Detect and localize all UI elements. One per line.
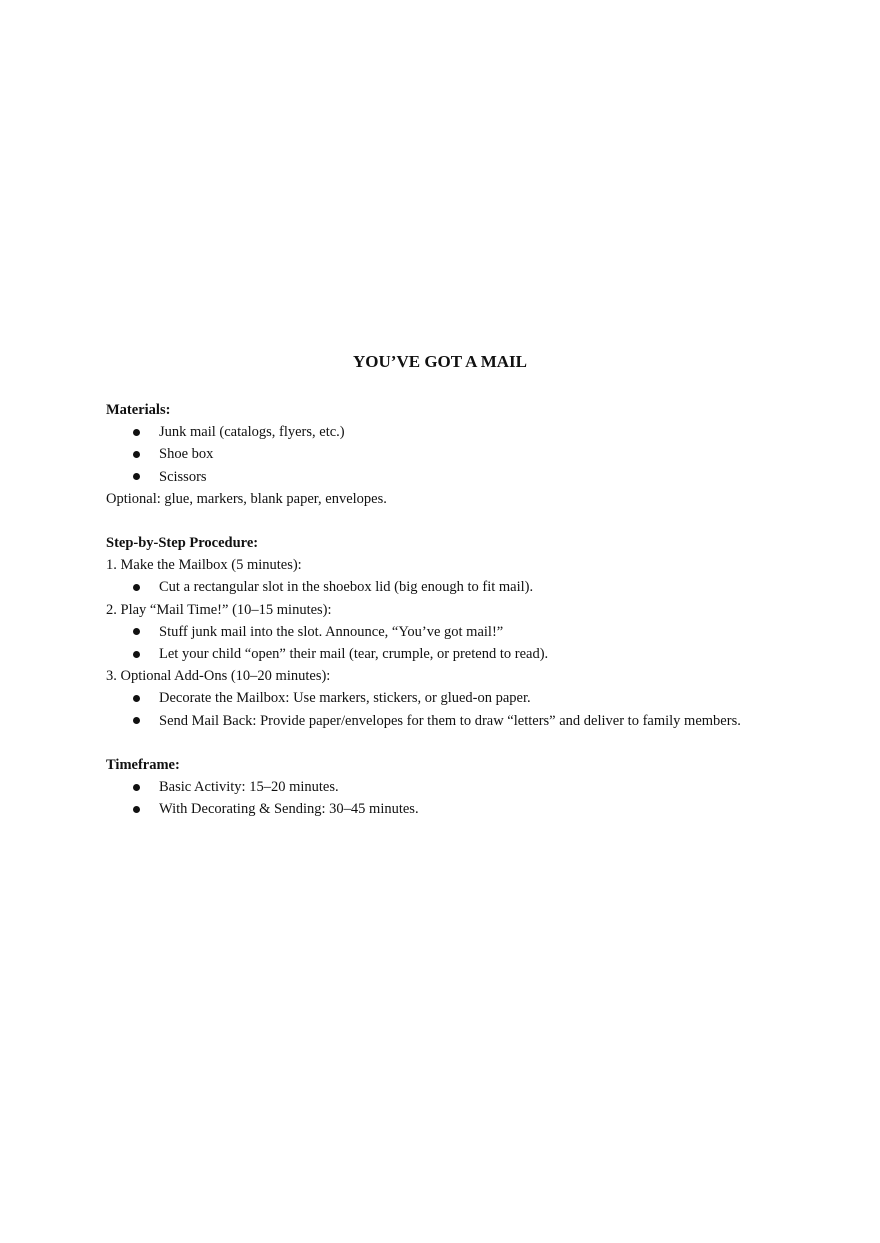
step-label: 3. Optional Add-Ons (10–20 minutes): bbox=[106, 668, 331, 685]
materials-section bbox=[106, 399, 786, 510]
list-item bbox=[106, 443, 786, 465]
bullet-icon bbox=[133, 451, 140, 458]
list-item-text: Send Mail Back: Provide paper/envelopes for them to draw “letters” and deliver to family members. bbox=[159, 712, 741, 729]
bullet-icon bbox=[133, 429, 140, 436]
list-item-text: Junk mail (catalogs, flyers, etc.) bbox=[159, 424, 345, 441]
list-item bbox=[106, 621, 786, 643]
step-bullets bbox=[106, 621, 786, 665]
timeframe-heading: Timeframe: bbox=[106, 756, 180, 773]
timeframe-list bbox=[106, 776, 786, 820]
list-item bbox=[106, 466, 786, 488]
section-spacer bbox=[106, 510, 786, 532]
procedure-heading: Step-by-Step Procedure: bbox=[106, 535, 259, 552]
list-item bbox=[106, 643, 786, 665]
list-item-text: Scissors bbox=[159, 468, 207, 485]
list-item bbox=[106, 776, 786, 798]
list-item bbox=[106, 576, 786, 598]
list-item bbox=[106, 687, 786, 709]
step-label: 1. Make the Mailbox (5 minutes): bbox=[106, 557, 302, 574]
step-label: 2. Play “Mail Time!” (10–15 minutes): bbox=[106, 601, 332, 618]
timeframe-section bbox=[106, 754, 786, 821]
section-spacer bbox=[106, 732, 786, 754]
list-item-text: With Decorating & Sending: 30–45 minutes. bbox=[159, 801, 419, 818]
document-content bbox=[106, 350, 786, 820]
bullet-icon bbox=[133, 806, 140, 813]
list-item bbox=[106, 798, 786, 820]
document-title: YOU’VE GOT A MAIL bbox=[353, 352, 527, 371]
bullet-icon bbox=[133, 695, 140, 702]
list-item-text: Decorate the Mailbox: Use markers, stickers, or glued-on paper. bbox=[159, 690, 531, 707]
bullet-icon bbox=[133, 473, 140, 480]
materials-list bbox=[106, 421, 786, 488]
list-item bbox=[106, 710, 786, 732]
list-item-text: Cut a rectangular slot in the shoebox lid (big enough to fit mail). bbox=[159, 579, 534, 596]
list-item-text: Basic Activity: 15–20 minutes. bbox=[159, 779, 339, 796]
materials-heading: Materials: bbox=[106, 402, 171, 418]
bullet-icon bbox=[133, 628, 140, 635]
list-item-text: Stuff junk mail into the slot. Announce, “You’ve got mail!” bbox=[159, 623, 504, 640]
list-item-text: Shoe box bbox=[159, 446, 214, 463]
list-item bbox=[106, 421, 786, 443]
bullet-icon bbox=[133, 584, 140, 591]
bullet-icon bbox=[133, 784, 140, 791]
bullet-icon bbox=[133, 651, 140, 658]
step-bullets bbox=[106, 576, 786, 598]
list-item-text: Let your child “open” their mail (tear, crumple, or pretend to read). bbox=[159, 646, 549, 663]
optional-materials: Optional: glue, markers, blank paper, envelopes. bbox=[106, 490, 387, 507]
step-bullets bbox=[106, 687, 786, 731]
procedure-section bbox=[106, 532, 786, 732]
bullet-icon bbox=[133, 717, 140, 724]
